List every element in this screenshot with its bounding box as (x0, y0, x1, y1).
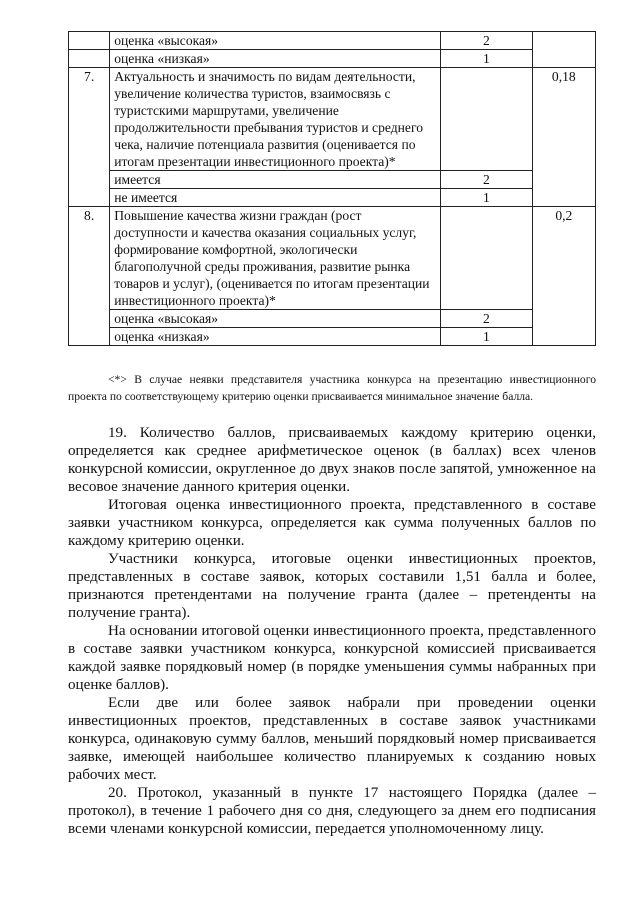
paragraph: На основании итоговой оценки инвестиционного проекта, представленного в составе заявки участником конкурса, конкурсной комиссией присваивается каждой заявке порядковый номер (в порядке уменьшения суммы набранных при оценке баллов). (68, 623, 596, 693)
table-row (69, 189, 596, 207)
footnote (68, 372, 596, 405)
criterion-text: Актуальность и значимость по видам деятельности, увеличение количества туристов, взаимосвязь с туристскими маршрутами, увеличение продолжительности пребывания туристов и среднего чека, наличие потенциала развития (оценивается по итогам презентации инвестиционного проекта)* (110, 68, 441, 171)
option-points: 2 (441, 171, 533, 189)
paragraph: 19. Количество баллов, присваиваемых каждому критерию оценки, определяется как среднее арифметическое оценок (в баллах) всех членов конкурсной комиссии, округленное до двух знаков после запятой, умноженное на весовое значение данного критерия оценки. (68, 425, 596, 495)
criterion-text: Повышение качества жизни граждан (рост доступности и качества оказания социальных услуг, формирование комфортной, экологически благополучной среды проживания, развитие рынка товаров и услуг), (оценивается по итогам презентации инвестиционного проекта)* (110, 207, 441, 310)
option-points: 2 (441, 32, 533, 50)
paragraph: Итоговая оценка инвестиционного проекта, представленного в составе заявки участником конкурса, определяется как сумма полученных баллов по каждому критерию оценки. (68, 497, 596, 549)
weight-cell (532, 32, 595, 68)
option-label: оценка «высокая» (110, 310, 441, 328)
table-row (69, 68, 596, 171)
table-row (69, 50, 596, 68)
footnote-text: <*> В случае неявки представителя участника конкурса на презентацию инвестиционного проекта по соответствующему критерию оценки присваивается минимальное значение балла. (68, 373, 596, 403)
points-cell (441, 68, 533, 171)
row-number-cell (69, 50, 110, 68)
option-label: не имеется (110, 189, 441, 207)
option-points: 1 (441, 328, 533, 346)
table-row (69, 32, 596, 50)
points-cell (441, 207, 533, 310)
weight-value: 0,2 (532, 207, 595, 346)
body-text (68, 424, 596, 838)
row-number: 8. (69, 207, 110, 346)
paragraph: 20. Протокол, указанный в пункте 17 настоящего Порядка (далее – протокол), в течение 1 рабочего дня со дня, следующего за днем его подписания всеми членами конкурсной комиссии, передается уполномоченному лицу. (68, 785, 596, 837)
option-points: 1 (441, 189, 533, 207)
row-number-cell (69, 32, 110, 50)
weight-value: 0,18 (532, 68, 595, 207)
criteria-table (68, 31, 596, 346)
option-points: 2 (441, 310, 533, 328)
option-label: имеется (110, 171, 441, 189)
table-row (69, 328, 596, 346)
table-row (69, 310, 596, 328)
paragraph: Участники конкурса, итоговые оценки инвестиционных проектов, представленных в составе заявок, которых составили 1,51 балла и более, признаются претендентами на получение гранта (далее – претенденты на получение гранта). (68, 551, 596, 621)
paragraph: Если две или более заявок набрали при проведении оценки инвестиционных проектов, представленных в составе заявок участниками конкурса, одинаковую сумму баллов, меньший порядковый номер присваивается заявке, имеющей наибольшее количество планируемых к созданию новых рабочих мест. (68, 695, 596, 783)
option-label: оценка «высокая» (110, 32, 441, 50)
table-row (69, 171, 596, 189)
row-number: 7. (69, 68, 110, 207)
option-label: оценка «низкая» (110, 50, 441, 68)
table-row (69, 207, 596, 310)
option-points: 1 (441, 50, 533, 68)
option-label: оценка «низкая» (110, 328, 441, 346)
